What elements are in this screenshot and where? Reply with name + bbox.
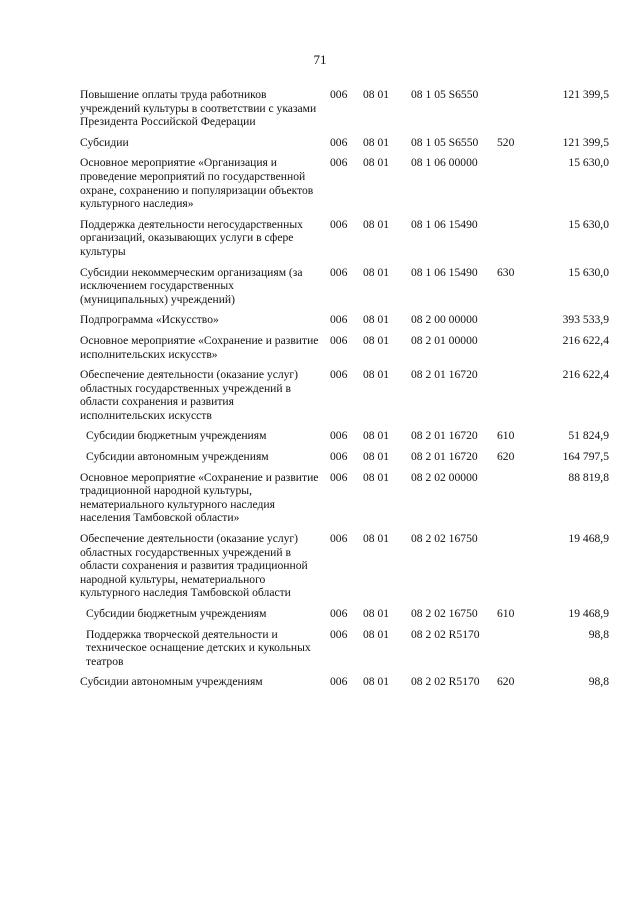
section-code: 08 01 xyxy=(363,450,390,464)
section-code: 08 01 xyxy=(363,429,390,443)
amount: 393 533,9 xyxy=(562,313,609,327)
expense-type-code: 620 xyxy=(497,675,515,689)
section-code: 08 01 xyxy=(363,156,390,170)
section-code: 08 01 xyxy=(363,313,390,327)
section-code: 08 01 xyxy=(363,135,390,149)
row-name: Основное мероприятие «Сохранение и развитие традиционной народной культуры, нематериального культурного наследия населения Тамбовской области» xyxy=(80,470,319,525)
ministry-code: 006 xyxy=(330,627,348,641)
row-name: Основное мероприятие «Организация и проведение мероприятий по государственной охране, сохранению и популяризации объектов культурного наследия» xyxy=(80,156,314,211)
amount: 216 622,4 xyxy=(562,368,609,382)
section-code: 08 01 xyxy=(363,607,390,620)
section-code: 08 01 xyxy=(363,532,390,546)
ministry-code: 006 xyxy=(330,217,348,231)
target-article-code: 08 2 02 R5170 xyxy=(411,627,480,641)
amount: 19 468,9 xyxy=(568,607,609,620)
table-row xyxy=(0,675,640,689)
section-code: 08 01 xyxy=(363,333,390,347)
row-name: Субсидии автономным учреждениям xyxy=(80,675,263,689)
row-name: Обеспечение деятельности (оказание услуг) областных государственных учреждений в области сохранения и развития традиционной народной культуры, нематериального культурного наследия Тамбовской области xyxy=(80,532,308,600)
target-article-code: 08 2 02 16750 xyxy=(411,607,478,620)
ministry-code: 006 xyxy=(330,368,348,382)
page-number: 71 xyxy=(313,52,327,67)
table-row xyxy=(0,88,640,129)
section-code: 08 01 xyxy=(363,470,390,484)
amount: 164 797,5 xyxy=(562,450,609,464)
row-name: Субсидии автономным учреждениям xyxy=(86,450,269,464)
row-name: Субсидии бюджетным учреждениям xyxy=(86,429,267,443)
ministry-code: 006 xyxy=(330,450,348,464)
ministry-code: 006 xyxy=(330,88,348,101)
target-article-code: 08 2 01 16720 xyxy=(411,368,478,382)
target-article-code: 08 2 02 16750 xyxy=(411,532,478,546)
ministry-code: 006 xyxy=(330,607,348,620)
ministry-code: 006 xyxy=(330,470,348,484)
target-article-code: 08 2 01 16720 xyxy=(411,429,478,443)
expense-type-code: 610 xyxy=(497,607,515,620)
amount: 98,8 xyxy=(588,627,609,641)
section-code: 08 01 xyxy=(363,627,390,641)
section-code: 08 01 xyxy=(363,675,390,689)
target-article-code: 08 2 01 00000 xyxy=(411,333,478,347)
target-article-code: 08 2 01 16720 xyxy=(411,450,478,464)
ministry-code: 006 xyxy=(330,532,348,546)
row-name: Субсидии некоммерческим организациям (за исключением государственных (муниципальных) учреждений) xyxy=(80,265,303,306)
row-name: Поддержка деятельности негосударственных организаций, оказывающих услуги в сфере культуры xyxy=(80,217,303,258)
table-row xyxy=(0,368,640,422)
amount: 121 399,5 xyxy=(562,135,609,149)
section-code: 08 01 xyxy=(363,265,390,279)
target-article-code: 08 1 06 15490 xyxy=(411,217,478,231)
target-article-code: 08 2 02 R5170 xyxy=(411,675,480,689)
table-row xyxy=(0,429,640,443)
ministry-code: 006 xyxy=(330,265,348,279)
table-row xyxy=(0,313,640,327)
ministry-code: 006 xyxy=(330,156,348,170)
table-row xyxy=(0,450,640,464)
expense-type-code: 620 xyxy=(497,450,515,464)
target-article-code: 08 2 02 00000 xyxy=(411,470,478,484)
target-article-code: 08 1 05 S6550 xyxy=(411,88,479,101)
row-name: Повышение оплаты труда работников учреждений культуры в соответствии с указами Президента Российской Федерации xyxy=(80,88,317,129)
ministry-code: 006 xyxy=(330,333,348,347)
amount: 51 824,9 xyxy=(568,429,609,443)
row-name: Субсидии бюджетным учреждениям xyxy=(86,607,267,620)
table-row xyxy=(0,334,640,361)
amount: 15 630,0 xyxy=(568,217,609,231)
amount: 88 819,8 xyxy=(568,470,609,484)
ministry-code: 006 xyxy=(330,429,348,443)
section-code: 08 01 xyxy=(363,368,390,382)
target-article-code: 08 2 00 00000 xyxy=(411,313,478,327)
target-article-code: 08 1 06 00000 xyxy=(411,156,478,170)
table-row xyxy=(0,136,640,150)
budget-table xyxy=(0,88,640,696)
ministry-code: 006 xyxy=(330,675,348,689)
row-name: Основное мероприятие «Сохранение и развитие исполнительских искусств» xyxy=(80,333,319,361)
target-article-code: 08 1 06 15490 xyxy=(411,265,478,279)
expense-type-code: 630 xyxy=(497,265,515,279)
table-row xyxy=(0,471,640,525)
row-name: Обеспечение деятельности (оказание услуг) областных государственных учреждений в области сохранения и развития исполнительских искусств xyxy=(80,368,299,422)
target-article-code: 08 1 05 S6550 xyxy=(411,135,479,149)
amount: 15 630,0 xyxy=(568,265,609,279)
amount: 15 630,0 xyxy=(568,156,609,170)
table-row xyxy=(0,628,640,669)
row-name: Субсидии xyxy=(80,135,129,149)
row-name: Поддержка творческой деятельности и техническое оснащение детских и кукольных театров xyxy=(86,627,311,668)
amount: 216 622,4 xyxy=(562,333,609,347)
expense-type-code: 520 xyxy=(497,135,515,149)
table-row xyxy=(0,218,640,259)
table-row xyxy=(0,156,640,210)
ministry-code: 006 xyxy=(330,135,348,149)
amount: 98,8 xyxy=(588,675,609,689)
table-row xyxy=(0,532,640,600)
section-code: 08 01 xyxy=(363,217,390,231)
table-row xyxy=(0,607,640,621)
ministry-code: 006 xyxy=(330,313,348,327)
expense-type-code: 610 xyxy=(497,429,515,443)
amount: 121 399,5 xyxy=(562,88,609,101)
table-row xyxy=(0,266,640,307)
row-name: Подпрограмма «Искусство» xyxy=(80,313,219,327)
section-code: 08 01 xyxy=(363,88,390,101)
amount: 19 468,9 xyxy=(568,532,609,546)
